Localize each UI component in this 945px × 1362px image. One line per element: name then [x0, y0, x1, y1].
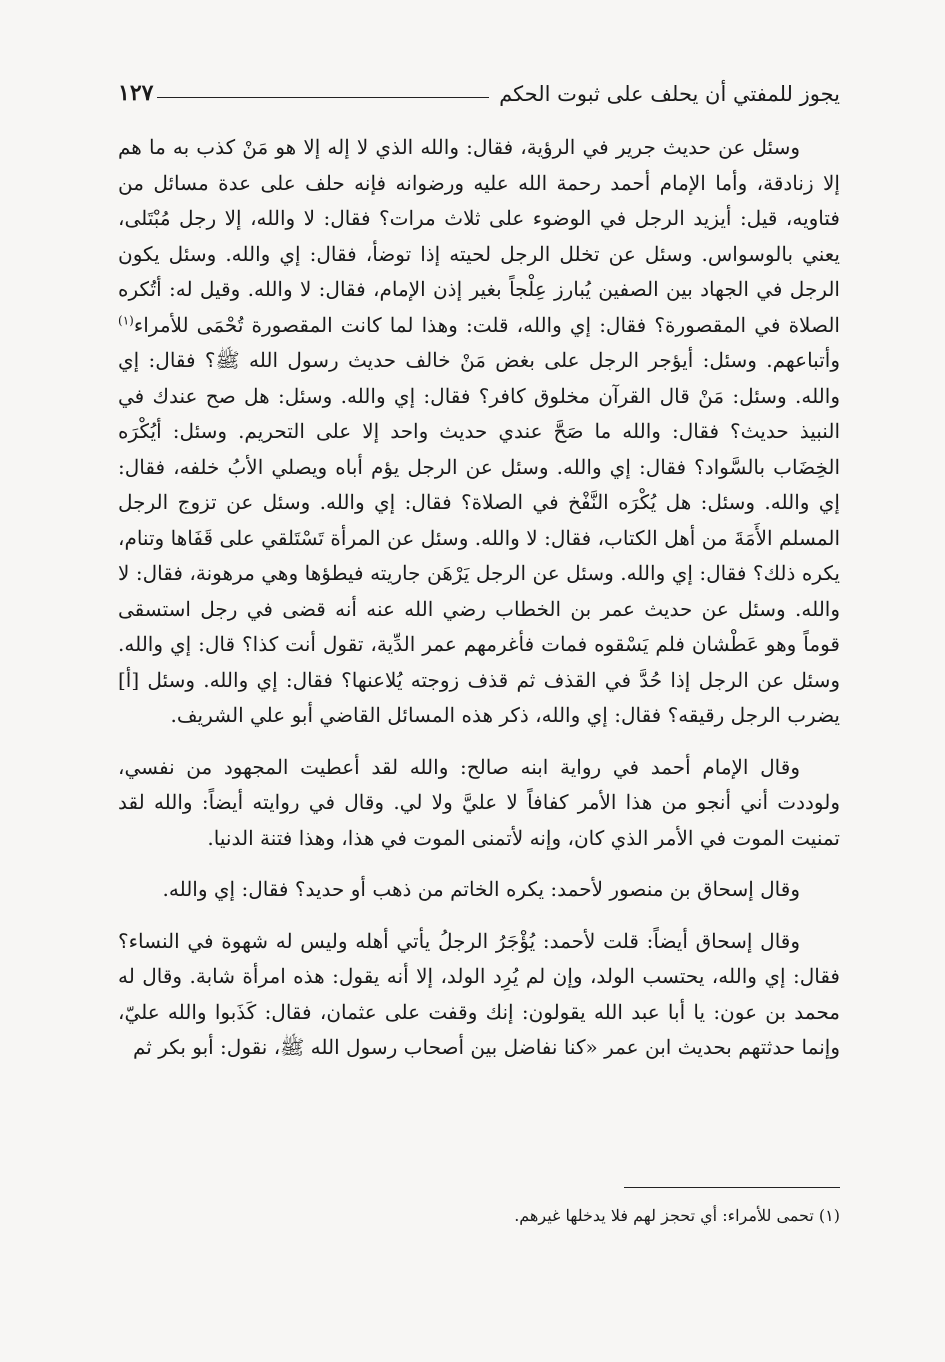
main-text: [118, 130, 840, 1066]
running-title: يجوز للمفتي أن يحلف على ثبوت الحكم: [499, 82, 840, 106]
page-header: [118, 70, 840, 106]
paragraph-1-text-a: وسئل عن حديث جرير في الرؤية، فقال: والله الذي لا إله إلا هو مَنْ كذب به ما هم إلا زنادقة، وأما الإمام أحمد رحمة الله عليه ورضوانه فإنه حلف على عدة مسائل من فتاويه، قيل: أيزيد الرجل في الوضوء على ثلاث مرات؟ فقال: لا والله، إلا رجل مُبْتَلى، يعني بالوسواس. وسئل عن تخلل الرجل لحيته إذا توضأ، فقال: إي والله. وسئل يكون الرجل في الجهاد بين الصفين يُبارز عِلْجاً بغير إذن الإمام، فقال: لا والله. وقيل له: أتُكره الصلاة في المقصورة؟ فقال: إي والله، قلت: وهذا لما كانت المقصورة تُحْمَى للأمراء: [118, 135, 840, 337]
paragraph-1-text-b: وأتباعهم. وسئل: أيؤجر الرجل على بغض مَنْ خالف حديث رسول الله ﷺ؟ فقال: إي والله. وسئل: مَنْ قال القرآن مخلوق كافر؟ فقال: إي والله. وسئل: هل صح عندك في النبيذ حديث؟ فقال: والله ما صَحَّ عندي حديث واحد إلا على التحريم. وسئل: أيُكْرَه الخِضَاب بالسَّواد؟ فقال: إي والله. وسئل عن الرجل يؤم أباه ويصلي الأبُ خلفه، فقال: إي والله. وسئل: هل يُكْرَه النَّفْخ في الصلاة؟ فقال: إي والله. وسئل عن تزوج الرجل المسلم الأَمَةَ من أهل الكتاب، فقال: لا والله. وسئل عن المرأة تَسْتَلقي على قَفَاها وتنام، يكره ذلك؟ فقال: إي والله. وسئل عن الرجل يَرْهَن جاريته فيطؤها وهي مرهونة، فقال: لا والله. وسئل عن حديث عمر بن الخطاب رضي الله عنه أنه قضى في رجل استسقى قوماً وهو عَطْشان فلم يَسْقوه فمات فأغرمهم عمر الدِّية، تقول أنت كذا؟ قال: إي والله. وسئل عن الرجل إذا حُدَّ في القذف ثم قذف زوجته يُلاعنها؟ فقال: إي والله. وسئل [أ] يضرب الرجل رقيقه؟ فقال: إي والله، ذكر هذه المسائل القاضي أبو علي الشريف.: [118, 348, 841, 727]
paragraph-3-text: وقال إسحاق بن منصور لأحمد: يكره الخاتم من ذهب أو حديد؟ فقال: إي والله.: [162, 877, 800, 901]
page-number: ١٢٧: [118, 80, 154, 106]
footnote: [118, 1204, 840, 1228]
footnote-separator: [624, 1187, 840, 1188]
paragraph-3: [118, 872, 840, 908]
paragraph-4: [118, 924, 840, 1066]
paragraph-1: [118, 130, 840, 734]
footnote-reference: (١): [118, 312, 134, 327]
paragraph-2: [118, 750, 840, 857]
paragraph-4-text: وقال إسحاق أيضاً: قلت لأحمد: يُؤْجَرُ الرجلُ يأتي أهله وليس له شهوة في النساء؟ فقال: إي والله، يحتسب الولد، وإن لم يُرِد الولد، إلا أنه يقول: هذه امرأة شابة. وقال له محمد بن عون: يا أبا عبد الله يقولون: إنك وقفت على عثمان، فقال: كَذَبوا والله عليّ، وإنما حدثتهم بحديث ابن عمر «كنا نفاضل بين أصحاب رسول الله ﷺ، نقول: أبو بكر ثم: [118, 928, 840, 1059]
header-rule: [157, 97, 489, 98]
footnote-text: (١) تحمى للأمراء: أي تحجز لهم فلا يدخلها غيرهم.: [514, 1206, 840, 1225]
paragraph-2-text: وقال الإمام أحمد في رواية ابنه صالح: والله لقد أعطيت المجهود من نفسي، ولوددت أني أنجو من هذا الأمر كفافاً لا عليَّ ولا لي. وقال في روايته أيضاً: والله لقد تمنيت الموت في الأمر الذي كان، وإنه لأتمنى الموت في هذا، وهذا فتنة الدنيا.: [118, 754, 840, 850]
